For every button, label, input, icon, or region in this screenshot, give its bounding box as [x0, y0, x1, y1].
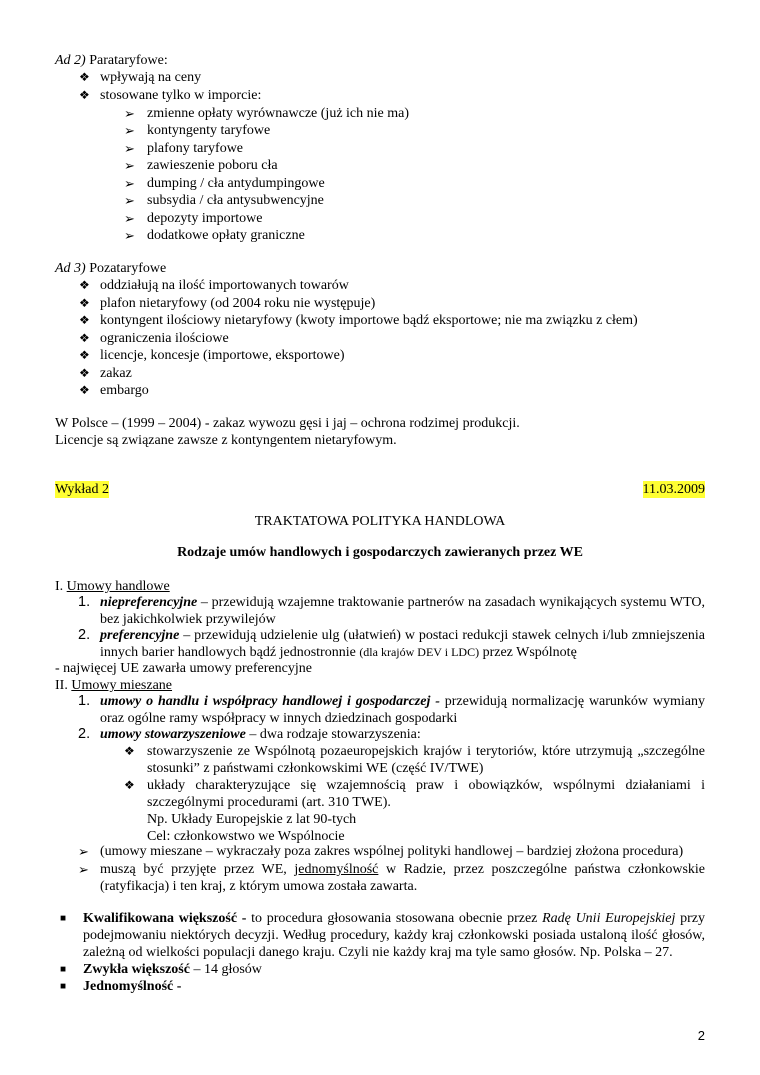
ad3-item: plafon nietaryfowy (od 2004 roku nie występuje): [100, 296, 376, 311]
part1-heading: [55, 578, 170, 595]
ad2-title: Parataryfowe:: [89, 53, 168, 68]
part1-item2-line2-end: przez Wspólnotę: [482, 645, 577, 660]
diamond-bullet-icon: ❖: [79, 296, 90, 310]
ad3-label: Ad 3): [55, 261, 86, 276]
part2-item1-text: przewidują normalizację warunków wymiany: [444, 694, 705, 709]
simple-majority: [83, 961, 262, 978]
part2-item2-text: – dwa rodzaje stowarzyszenia:: [249, 727, 421, 742]
ad2-subitem: dumping / cła antydumpingowe: [147, 176, 325, 191]
part2-arrow2-line2: (ratyfikacja) i ten kraj, z którym umowa została zawarta.: [100, 879, 418, 894]
part2-item2-term: umowy stowarzyszeniowe: [100, 727, 246, 742]
note-line: W Polsce – (1999 – 2004) - zakaz wywozu gęsi i jaj – ochrona rodzimej produkcji.: [55, 416, 520, 431]
section-subtitle: Rodzaje umów handlowych i gospodarczych zawieranych przez WE: [177, 545, 583, 560]
list-number: 2.: [78, 627, 91, 643]
part1-note: - najwięcej UE zawarła umowy preferencyjne: [55, 661, 312, 676]
list-number: 2.: [78, 726, 91, 742]
ad3-item: ograniczenia ilościowe: [100, 331, 229, 346]
part2-title: Umowy mieszane: [71, 678, 173, 693]
qmv-text-a: to procedura głosowania stosowana obecnie przez: [251, 911, 538, 926]
simple-majority-term: Zwykła większość: [83, 962, 190, 977]
part1-item2-line2-text: innych barier handlowych bądź jednostronnie: [100, 645, 356, 660]
part1-item2-term: preferencyjne: [100, 628, 180, 643]
part1-prefix: I.: [55, 579, 64, 594]
arrow-bullet-icon: ➢: [124, 176, 135, 191]
part2-sub1-line1: stowarzyszenie ze Wspólnotą pozaeuropejskich krajów i terytoriów, które utrzymują „szczególne: [147, 744, 705, 759]
ad3-heading: [55, 260, 166, 277]
diamond-bullet-icon: ❖: [79, 348, 90, 362]
arrow-bullet-icon: ➢: [78, 844, 89, 859]
arrow-bullet-icon: ➢: [78, 862, 89, 877]
diamond-bullet-icon: ❖: [79, 278, 90, 292]
list-number: 1.: [78, 693, 91, 709]
part2-sub2-line1: układy charakteryzujące się wzajemnością praw i obowiązków, wspólnymi działaniami i: [147, 778, 705, 793]
part1-title: Umowy handlowe: [66, 579, 170, 594]
section-title: TRAKTATOWA POLITYKA HANDLOWA: [254, 514, 506, 529]
lecture-label: Wykład 2: [55, 482, 109, 497]
part2-item1-line1: [100, 693, 705, 710]
part2-arrow2-line1: [100, 861, 705, 878]
part2-prefix: II.: [55, 678, 68, 693]
ad2-item: stosowane tylko w imporcie:: [100, 88, 262, 103]
unanimity-term: Jednomyślność -: [83, 979, 182, 994]
part2-item1-line2: oraz ogólne ramy współpracy w innych dziedzinach gospodarki: [100, 711, 458, 726]
diamond-bullet-icon: ❖: [79, 70, 90, 84]
ad3-item: oddziałują na ilość importowanych towarów: [100, 278, 349, 293]
part1-item1-line2: bez jakichkolwiek przywilejów: [100, 612, 276, 627]
arrow-bullet-icon: ➢: [124, 211, 135, 226]
diamond-bullet-icon: ❖: [79, 88, 90, 102]
ad3-title: Pozataryfowe: [89, 261, 167, 276]
arrow-bullet-icon: ➢: [124, 193, 135, 208]
lecture-date: 11.03.2009: [642, 482, 705, 497]
ad3-item: zakaz: [100, 366, 132, 381]
diamond-bullet-icon: ❖: [124, 778, 135, 792]
diamond-bullet-icon: ❖: [79, 331, 90, 345]
part2-item1-term: umowy o handlu i współpracy handlowej i gospodarczej -: [100, 694, 440, 709]
simple-majority-text: – 14 głosów: [193, 962, 262, 977]
part1-item2-line1: [100, 627, 705, 644]
list-number: 1.: [78, 594, 91, 610]
ad2-subitem: kontyngenty taryfowe: [147, 123, 271, 138]
arrow-bullet-icon: ➢: [124, 123, 135, 138]
part1-item1-text: – przewidują wzajemne traktowanie partnerów na zasadach wynikających systemu WTO,: [200, 595, 706, 610]
part1-item1-term: niepreferencyjne: [100, 595, 198, 610]
ad2-subitem: depozyty importowe: [147, 211, 263, 226]
qmv-line1: [83, 910, 705, 927]
square-bullet-icon: ■: [60, 981, 67, 992]
part2-arrow1: (umowy mieszane – wykraczały poza zakres wspólnej polityki handlowej – bardziej złożona procedura): [100, 844, 684, 859]
ad3-item: kontyngent ilościowy nietaryfowy (kwoty importowe bądź eksportowe; nie ma związku z cłem): [100, 313, 638, 328]
ad2-subitem: zmienne opłaty wyrównawcze (już ich nie ma): [147, 106, 410, 121]
ad2-item: wpływają na ceny: [100, 70, 202, 85]
part2-heading: [55, 677, 172, 694]
ad2-subitem: zawieszenie poboru cła: [147, 158, 278, 173]
ad2-subitem: subsydia / cła antysubwencyjne: [147, 193, 324, 208]
arrow-bullet-icon: ➢: [124, 141, 135, 156]
arrow-bullet-icon: ➢: [124, 106, 135, 121]
page-number: 2: [697, 1028, 705, 1043]
ad2-label: Ad 2): [55, 53, 86, 68]
arrow-bullet-icon: ➢: [124, 228, 135, 243]
part2-item2-line1: [100, 726, 421, 743]
part2-sub2-line4: Cel: członkowstwo we Wspólnocie: [147, 829, 345, 844]
qmv-text-b: przy: [680, 911, 706, 926]
part2-sub2-line2: szczególnymi procedurami (art. 310 TWE).: [147, 795, 391, 810]
note-line: Licencje są związane zawsze z kontyngentem nietaryfowym.: [55, 433, 397, 448]
part2-sub2-line3: Np. Układy Europejskie z lat 90-tych: [147, 812, 357, 827]
ad2-subitem: dodatkowe opłaty graniczne: [147, 228, 305, 243]
part2-sub1-line2: stosunki” z państwami członkowskimi WE (część IV/TWE): [147, 761, 484, 776]
ad2-heading: [55, 52, 168, 69]
qmv-line3: zależną od wielkości populacji danego kraju. Czyli nie każdy kraj ma tyle samo głosów. Np. Polska – 27.: [83, 945, 673, 960]
arrow-bullet-icon: ➢: [124, 158, 135, 173]
square-bullet-icon: ■: [60, 913, 67, 924]
part2-arrow2-text-b: w Radzie, przez poszczególne państwa członkowskie: [385, 862, 706, 877]
part1-item1-line1: [100, 594, 705, 611]
qmv-council: Radę Unii Europejskiej: [542, 911, 676, 926]
part2-arrow2-text-a: muszą być przyjęte przez WE,: [100, 862, 287, 877]
qmv-line2: podejmowaniu niektórych decyzji. Według procedury, każdy kraj członkowski posiada ustaloną ilość głosów,: [83, 928, 705, 943]
part1-item2-line2-small: (dla krajów DEV i LDC): [359, 645, 480, 659]
part1-item2-line2: [100, 644, 577, 661]
part1-item2-text: – przewidują udzielenie ulg (ułatwień) w postaci redukcji stawek celnych i/lub zmniejszenia: [183, 628, 705, 643]
diamond-bullet-icon: ❖: [79, 366, 90, 380]
part2-arrow2-unanimity: jednomyślność: [294, 862, 379, 877]
ad3-item: licencje, koncesje (importowe, eksportowe): [100, 348, 345, 363]
diamond-bullet-icon: ❖: [79, 383, 90, 397]
ad3-item: embargo: [100, 383, 149, 398]
ad2-subitem: plafony taryfowe: [147, 141, 244, 156]
square-bullet-icon: ■: [60, 964, 67, 975]
diamond-bullet-icon: ❖: [79, 313, 90, 327]
unanimity: [83, 978, 181, 995]
diamond-bullet-icon: ❖: [124, 744, 135, 758]
qmv-term: Kwalifikowana większość -: [83, 911, 247, 926]
